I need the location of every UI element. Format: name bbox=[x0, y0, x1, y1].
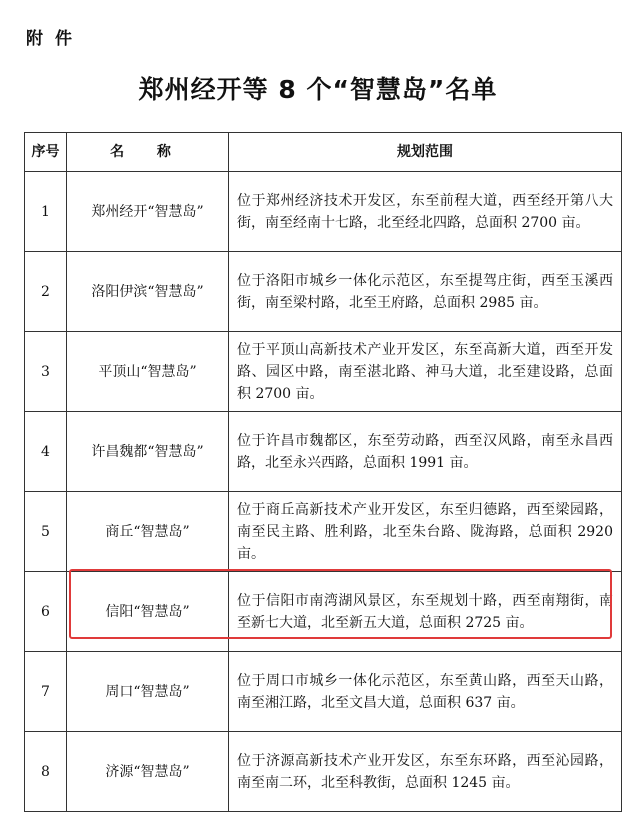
table-row bbox=[25, 332, 622, 412]
row-number: 6 bbox=[25, 572, 67, 652]
row-planning-scope: 位于平顶山高新技术产业开发区，东至高新大道，西至开发路、园区中路，南至湛北路、神马大道，北至建设路，总面积 2700 亩。 bbox=[229, 332, 622, 412]
table-header-row bbox=[25, 133, 622, 172]
row-name: 济源“智慧岛” bbox=[67, 732, 229, 812]
row-planning-scope: 位于济源高新技术产业开发区，东至东环路，西至沁园路，南至南二环，北至科教街，总面积 1245 亩。 bbox=[229, 732, 622, 812]
row-planning-scope: 位于郑州经济技术开发区，东至前程大道，西至经开第八大街，南至经南十七路，北至经北四路，总面积 2700 亩。 bbox=[229, 172, 622, 252]
smart-island-table bbox=[24, 132, 622, 812]
row-name: 信阳“智慧岛” bbox=[67, 572, 229, 652]
row-planning-scope: 位于信阳市南湾湖风景区，东至规划十路，西至南翔街，南至新七大道，北至新五大道，总面积 2725 亩。 bbox=[229, 572, 622, 652]
row-number: 5 bbox=[25, 492, 67, 572]
row-planning-scope: 位于周口市城乡一体化示范区，东至黄山路，西至天山路，南至湘江路，北至文昌大道，总面积 637 亩。 bbox=[229, 652, 622, 732]
table-row bbox=[25, 252, 622, 332]
row-number: 1 bbox=[25, 172, 67, 252]
table-row bbox=[25, 412, 622, 492]
column-header-number: 序号 bbox=[25, 133, 67, 172]
row-name: 许昌魏都“智慧岛” bbox=[67, 412, 229, 492]
row-name: 周口“智慧岛” bbox=[67, 652, 229, 732]
table-row-highlighted bbox=[25, 572, 622, 652]
row-name: 郑州经开“智慧岛” bbox=[67, 172, 229, 252]
document-title: 郑州经开等 8 个“智慧岛”名单 bbox=[138, 75, 498, 104]
attachment-label: 附件 bbox=[26, 29, 84, 49]
table-row bbox=[25, 172, 622, 252]
row-planning-scope: 位于许昌市魏都区，东至劳动路，西至汉风路，南至永昌西路，北至永兴西路，总面积 1991 亩。 bbox=[229, 412, 622, 492]
row-number: 2 bbox=[25, 252, 67, 332]
row-planning-scope: 位于洛阳市城乡一体化示范区，东至提驾庄街，西至玉溪西街，南至梁村路，北至王府路，总面积 2985 亩。 bbox=[229, 252, 622, 332]
row-planning-scope: 位于商丘高新技术产业开发区，东至归德路，西至梁园路，南至民主路、胜利路，北至朱台路、陇海路，总面积 2920 亩。 bbox=[229, 492, 622, 572]
row-name: 洛阳伊滨“智慧岛” bbox=[67, 252, 229, 332]
row-name: 平顶山“智慧岛” bbox=[67, 332, 229, 412]
table-row bbox=[25, 492, 622, 572]
row-number: 3 bbox=[25, 332, 67, 412]
row-number: 8 bbox=[25, 732, 67, 812]
row-number: 4 bbox=[25, 412, 67, 492]
row-name: 商丘“智慧岛” bbox=[67, 492, 229, 572]
table-row bbox=[25, 652, 622, 732]
row-number: 7 bbox=[25, 652, 67, 732]
column-header-name: 名 称 bbox=[67, 133, 229, 172]
column-header-planning-scope: 规划范围 bbox=[229, 133, 622, 172]
table-row bbox=[25, 732, 622, 812]
